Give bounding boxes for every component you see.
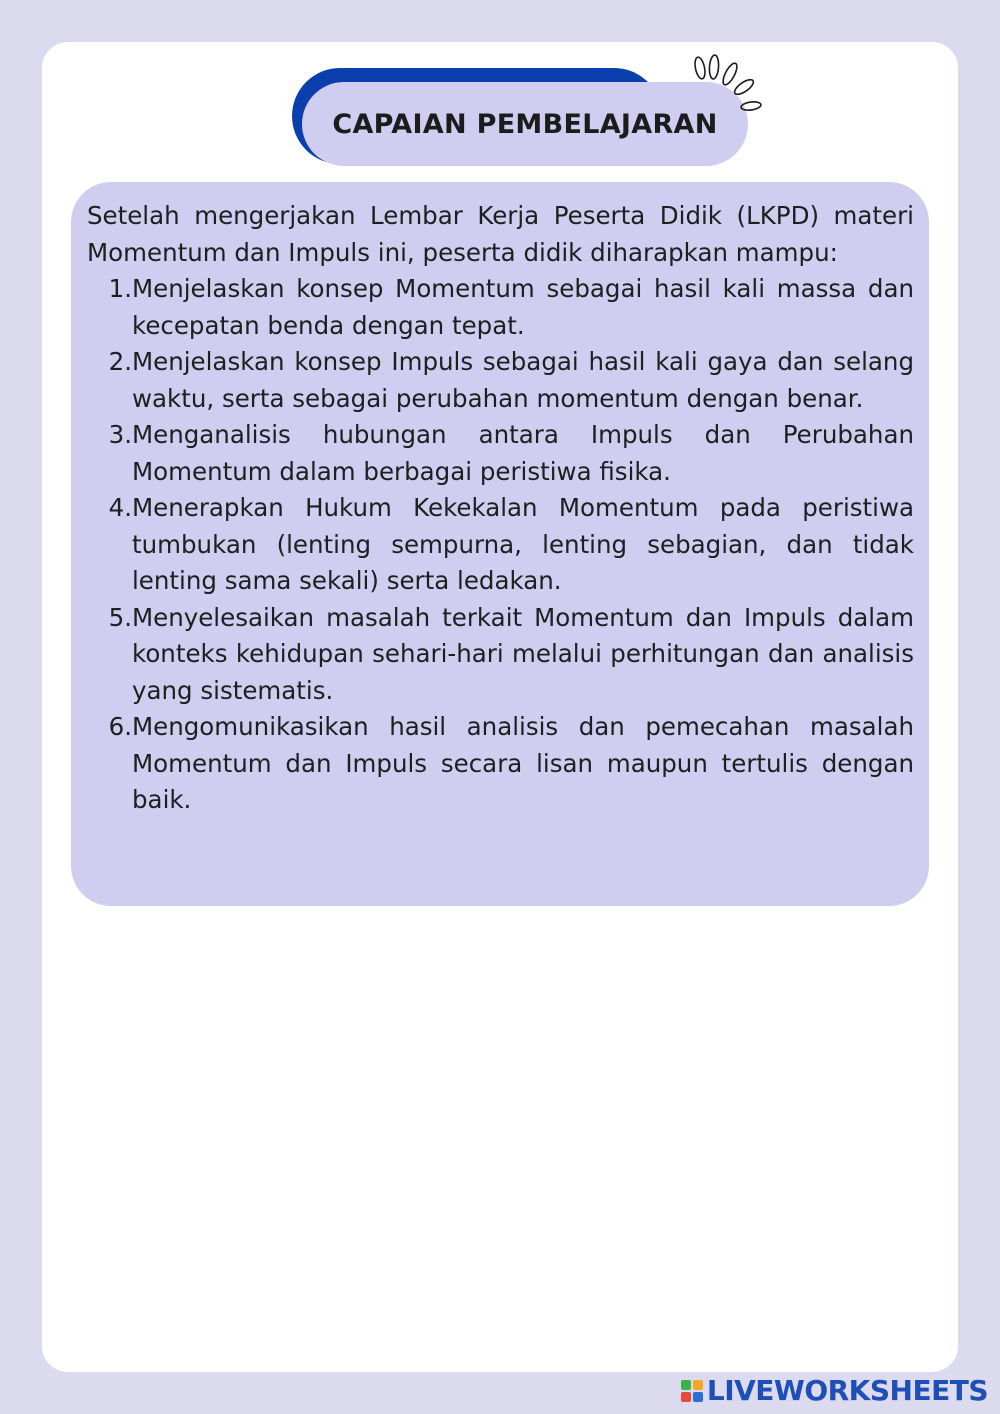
goal-number: 3. (108, 420, 132, 449)
goal-text: Menganalisis hubungan antara Impuls dan Perubahan Momentum dalam berbagai peristiwa fisika. (132, 420, 914, 486)
goal-item (87, 271, 914, 344)
goal-text: Mengomunikasikan hasil analisis dan pemecahan masalah Momentum dan Impuls secara lisan maupun tertulis dengan baik. (132, 712, 914, 814)
goal-number: 4. (108, 493, 132, 522)
goal-item (87, 417, 914, 490)
goal-number: 1. (108, 274, 132, 303)
brand-name: LIVEWORKSHEETS (706, 1374, 988, 1407)
logo-square-red (681, 1392, 691, 1402)
logo-square-orange (693, 1380, 703, 1390)
logo-square-blue (693, 1392, 703, 1402)
goal-number: 5. (108, 602, 132, 632)
goal-number: 6. (108, 712, 132, 741)
goal-number: 2. (108, 347, 132, 376)
logo-square-green (681, 1380, 691, 1390)
goal-text: Menerapkan Hukum Kekekalan Momentum pada peristiwa tumbukan (lenting sempurna, lenting sebagian, dan tidak lenting sama sekali) serta ledakan. (132, 493, 914, 595)
learning-outcomes-panel (71, 182, 929, 906)
goal-text: Menjelaskan konsep Impuls sebagai hasil kali gaya dan selang waktu, serta sebagai perubahan momentum dengan benar. (132, 347, 914, 413)
title-banner (292, 68, 752, 168)
goal-text: Menjelaskan konsep Momentum sebagai hasil kali massa dan kecepatan benda dengan tepat. (132, 274, 914, 340)
sparkle-icon (688, 54, 768, 120)
goal-item (87, 344, 914, 417)
goal-item (87, 709, 914, 819)
liveworksheets-brand[interactable] (681, 1374, 988, 1407)
goals-list (87, 271, 914, 819)
goal-item (87, 600, 914, 710)
page-title: CAPAIAN PEMBELAJARAN (332, 108, 718, 140)
banner-label-box (302, 82, 748, 166)
intro-paragraph: Setelah mengerjakan Lembar Kerja Peserta Didik (LKPD) materi Momentum dan Impuls ini, peserta didik diharapkan mampu: (87, 201, 914, 267)
liveworksheets-logo-icon (681, 1380, 703, 1402)
goal-item (87, 490, 914, 600)
goal-text: Menyelesaikan masalah terkait Momentum dan Impuls dalam konteks kehidupan sehari-hari melalui perhitungan dan analisis yang sistematis. (132, 602, 914, 705)
